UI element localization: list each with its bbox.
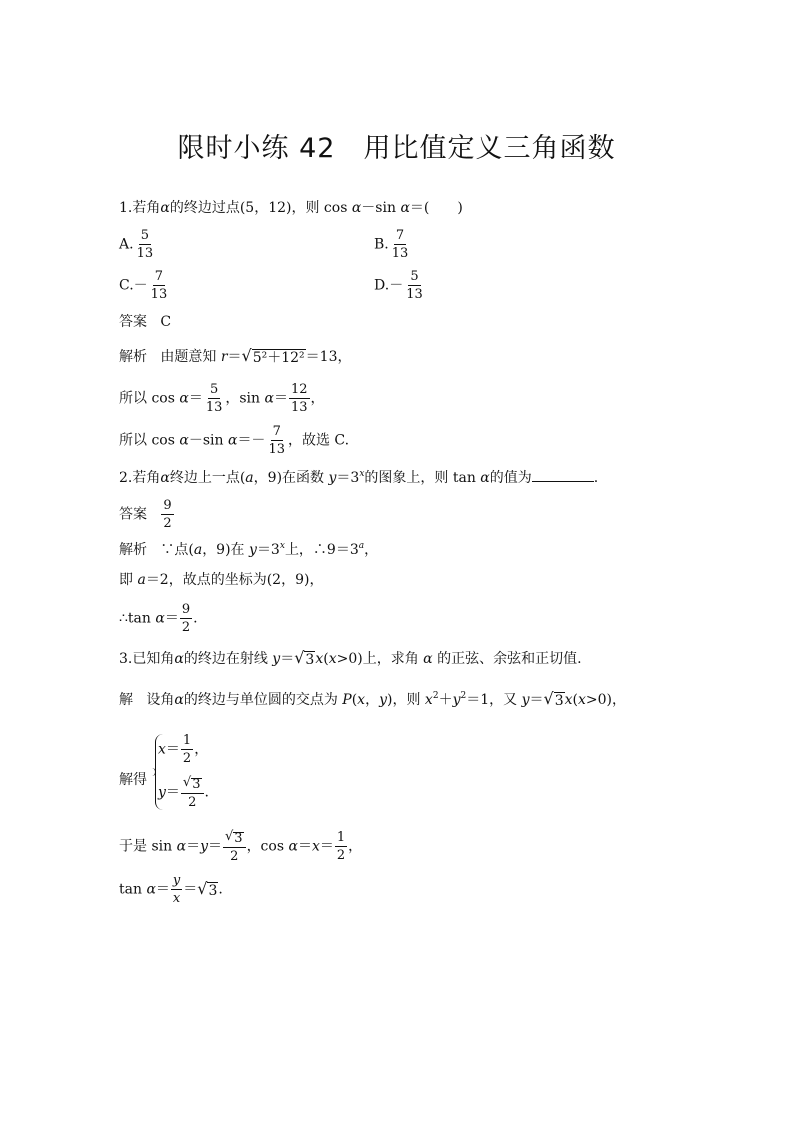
q2-analysis-line-3: ∴tan α＝ $\frac{9}{2}$ . (119, 602, 198, 635)
q2-analysis-line-1: 解析 ∵点(a，9)在 $y=3^x$上，$\therefore 9=3^a$， (119, 541, 379, 558)
fill-in-blank (532, 467, 594, 482)
q1-answer: 答案 C (119, 314, 172, 330)
q1-option-d: D.－ $\frac{5}{13}$ (374, 269, 423, 302)
q2-stem: 2.若角α终边上一点(a，9)在函数 $y=3^x$的图象上，则 tan α的值为 . (119, 469, 599, 486)
q3-solution-line-1: 解 设角α的终边与单位圆的交点为 P(x，y)，则 $x^2+y^2=1$，又 y＝ √ 3 x(x>0)， (119, 689, 627, 709)
q3-result-line-2: tan α＝ $\frac{y}{x}$ ＝ √ 3 . (119, 873, 223, 906)
q3-stem: 3.已知角α的终边在射线 y＝ √ 3 x(x>0)上，求角 α 的正弦、余弦和正切值. (119, 648, 582, 668)
q2-answer: 答案 $\frac{9}{2}$ (119, 498, 172, 531)
q1-option-c: C.－ $\frac{7}{13}$ (119, 269, 168, 302)
q1-analysis-line-3: 所以 cos α－sin α＝－ $\frac{7}{13}$ ，故选 C. (119, 424, 350, 457)
solve-label: 解得 (119, 772, 147, 788)
system-eq-x: x＝ $\frac{1}{2}$ ， (158, 733, 209, 766)
q1-option-a: A. $\frac{5}{13}$ (119, 228, 154, 261)
q1-stem: 1.若角α的终边过点(5，12)，则 cos α－sin α＝( ) (119, 200, 463, 216)
q1-option-b: B. $\frac{7}{13}$ (374, 228, 409, 261)
sqrt-expression: √ 5²＋12² (241, 346, 305, 366)
system-eq-y: y＝ √ 3 2 . (158, 775, 209, 810)
page-title: 限时小练 42 用比值定义三角函数 (177, 133, 616, 164)
equation-system (119, 734, 319, 814)
q1-analysis-line-2: 所以 cos α＝ $\frac{5}{13}$ ，sin α＝ $\frac{12}{13}$ ， (119, 382, 325, 415)
q2-analysis-line-2: 即 a＝2，故点的坐标为(2，9)， (119, 572, 324, 588)
q3-result-line-1: 于是 sin α＝y＝ √ 3 2 ，cos α＝x＝ $\frac{1}{2}$ ， (119, 829, 363, 864)
q1-analysis-line-1: 解析 由题意知 r＝ √ 5²＋12² ＝13， (119, 346, 352, 366)
